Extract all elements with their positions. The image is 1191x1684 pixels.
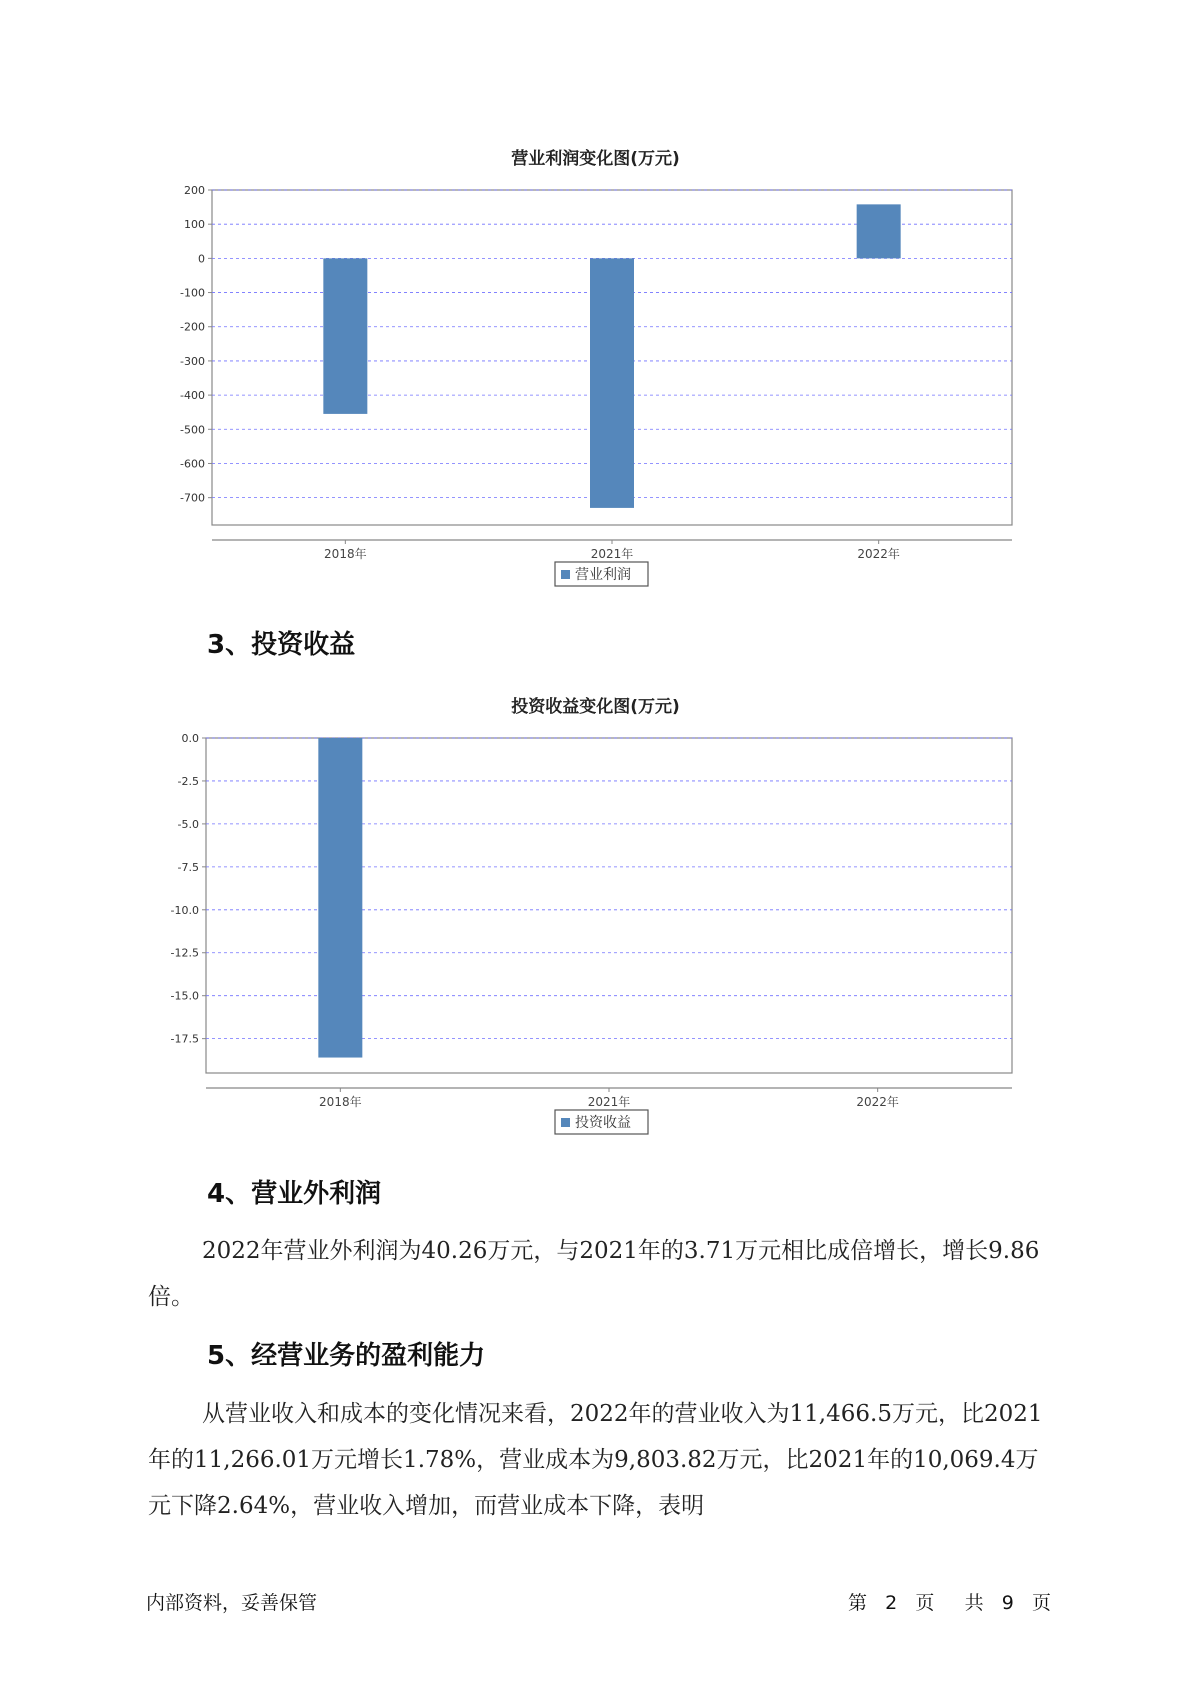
x-tick-label: 2022年: [857, 547, 900, 561]
legend-swatch: [561, 570, 570, 579]
x-tick-label: 2022年: [856, 1095, 899, 1109]
page-label: 页: [1031, 1592, 1051, 1614]
y-tick-label: -7.5: [177, 860, 199, 874]
y-tick-label: -15.0: [170, 989, 199, 1003]
bar: [590, 258, 634, 508]
y-tick-label: -600: [180, 457, 205, 471]
y-tick-label: -100: [180, 286, 205, 300]
paragraph-profitability: [148, 1391, 1048, 1529]
y-tick-label: 0.0: [181, 732, 199, 745]
x-tick-label: 2021年: [587, 1095, 631, 1109]
x-tick-label: 2018年: [319, 1095, 362, 1109]
x-tick-label: 2021年: [590, 547, 634, 561]
y-tick-label: 200: [184, 184, 205, 197]
chart-title-investment-income: 投资收益变化图(万元): [511, 697, 680, 717]
bar: [323, 258, 367, 414]
bar: [857, 204, 901, 258]
y-tick-label: -12.5: [170, 946, 199, 960]
y-tick-label: -700: [180, 491, 205, 505]
y-tick-label: -400: [180, 389, 205, 403]
y-tick-label: -5.0: [177, 817, 199, 831]
legend-swatch: [561, 1118, 570, 1127]
total-label: 共: [964, 1592, 984, 1614]
y-tick-label: -300: [180, 354, 205, 368]
y-tick-label: -10.0: [170, 903, 199, 917]
paragraph-non-operating-profit: [148, 1228, 1048, 1320]
page-label: 第: [847, 1592, 867, 1614]
y-tick-label: -17.5: [170, 1032, 199, 1046]
section-heading-profitability: 5、经营业务的盈利能力: [207, 1341, 486, 1371]
paragraph-text: 2022年营业外利润为40.26万元，与2021年的3.71万元相比成倍增长，增长9.86倍。: [148, 1238, 1040, 1310]
y-tick-label: 0: [198, 252, 205, 266]
current-page: 2: [885, 1592, 898, 1614]
section-heading-non-operating-profit: 4、营业外利润: [207, 1179, 382, 1209]
chart-operating-profit: [0, 170, 1191, 610]
y-tick-label: -2.5: [177, 774, 199, 788]
section-heading-investment-income: 3、投资收益: [207, 630, 356, 660]
paragraph-text: 从营业收入和成本的变化情况来看，2022年的营业收入为11,466.5万元，比2021年的11,266.01万元增长1.78%，营业成本为9,803.82万元，比2021年的10,069.4万元下降2.64%，营业收入增加，而营业成本下降，表明: [148, 1401, 1043, 1519]
y-tick-label: -200: [180, 320, 205, 334]
legend-label: 营业利润: [575, 567, 631, 583]
bar: [318, 738, 362, 1058]
legend-label: 投资收益: [575, 1115, 631, 1131]
footer-confidential-note: 内部资料，妥善保管: [146, 1592, 318, 1614]
x-tick-label: 2018年: [324, 547, 367, 561]
chart-investment-income: [0, 718, 1191, 1158]
total-pages: 9: [1001, 1592, 1014, 1614]
page-label: 页: [915, 1592, 935, 1614]
y-tick-label: -500: [180, 423, 205, 437]
footer-page-number: [848, 1588, 1051, 1615]
y-tick-label: 100: [184, 218, 205, 232]
chart-title-operating-profit: 营业利润变化图(万元): [511, 149, 680, 169]
